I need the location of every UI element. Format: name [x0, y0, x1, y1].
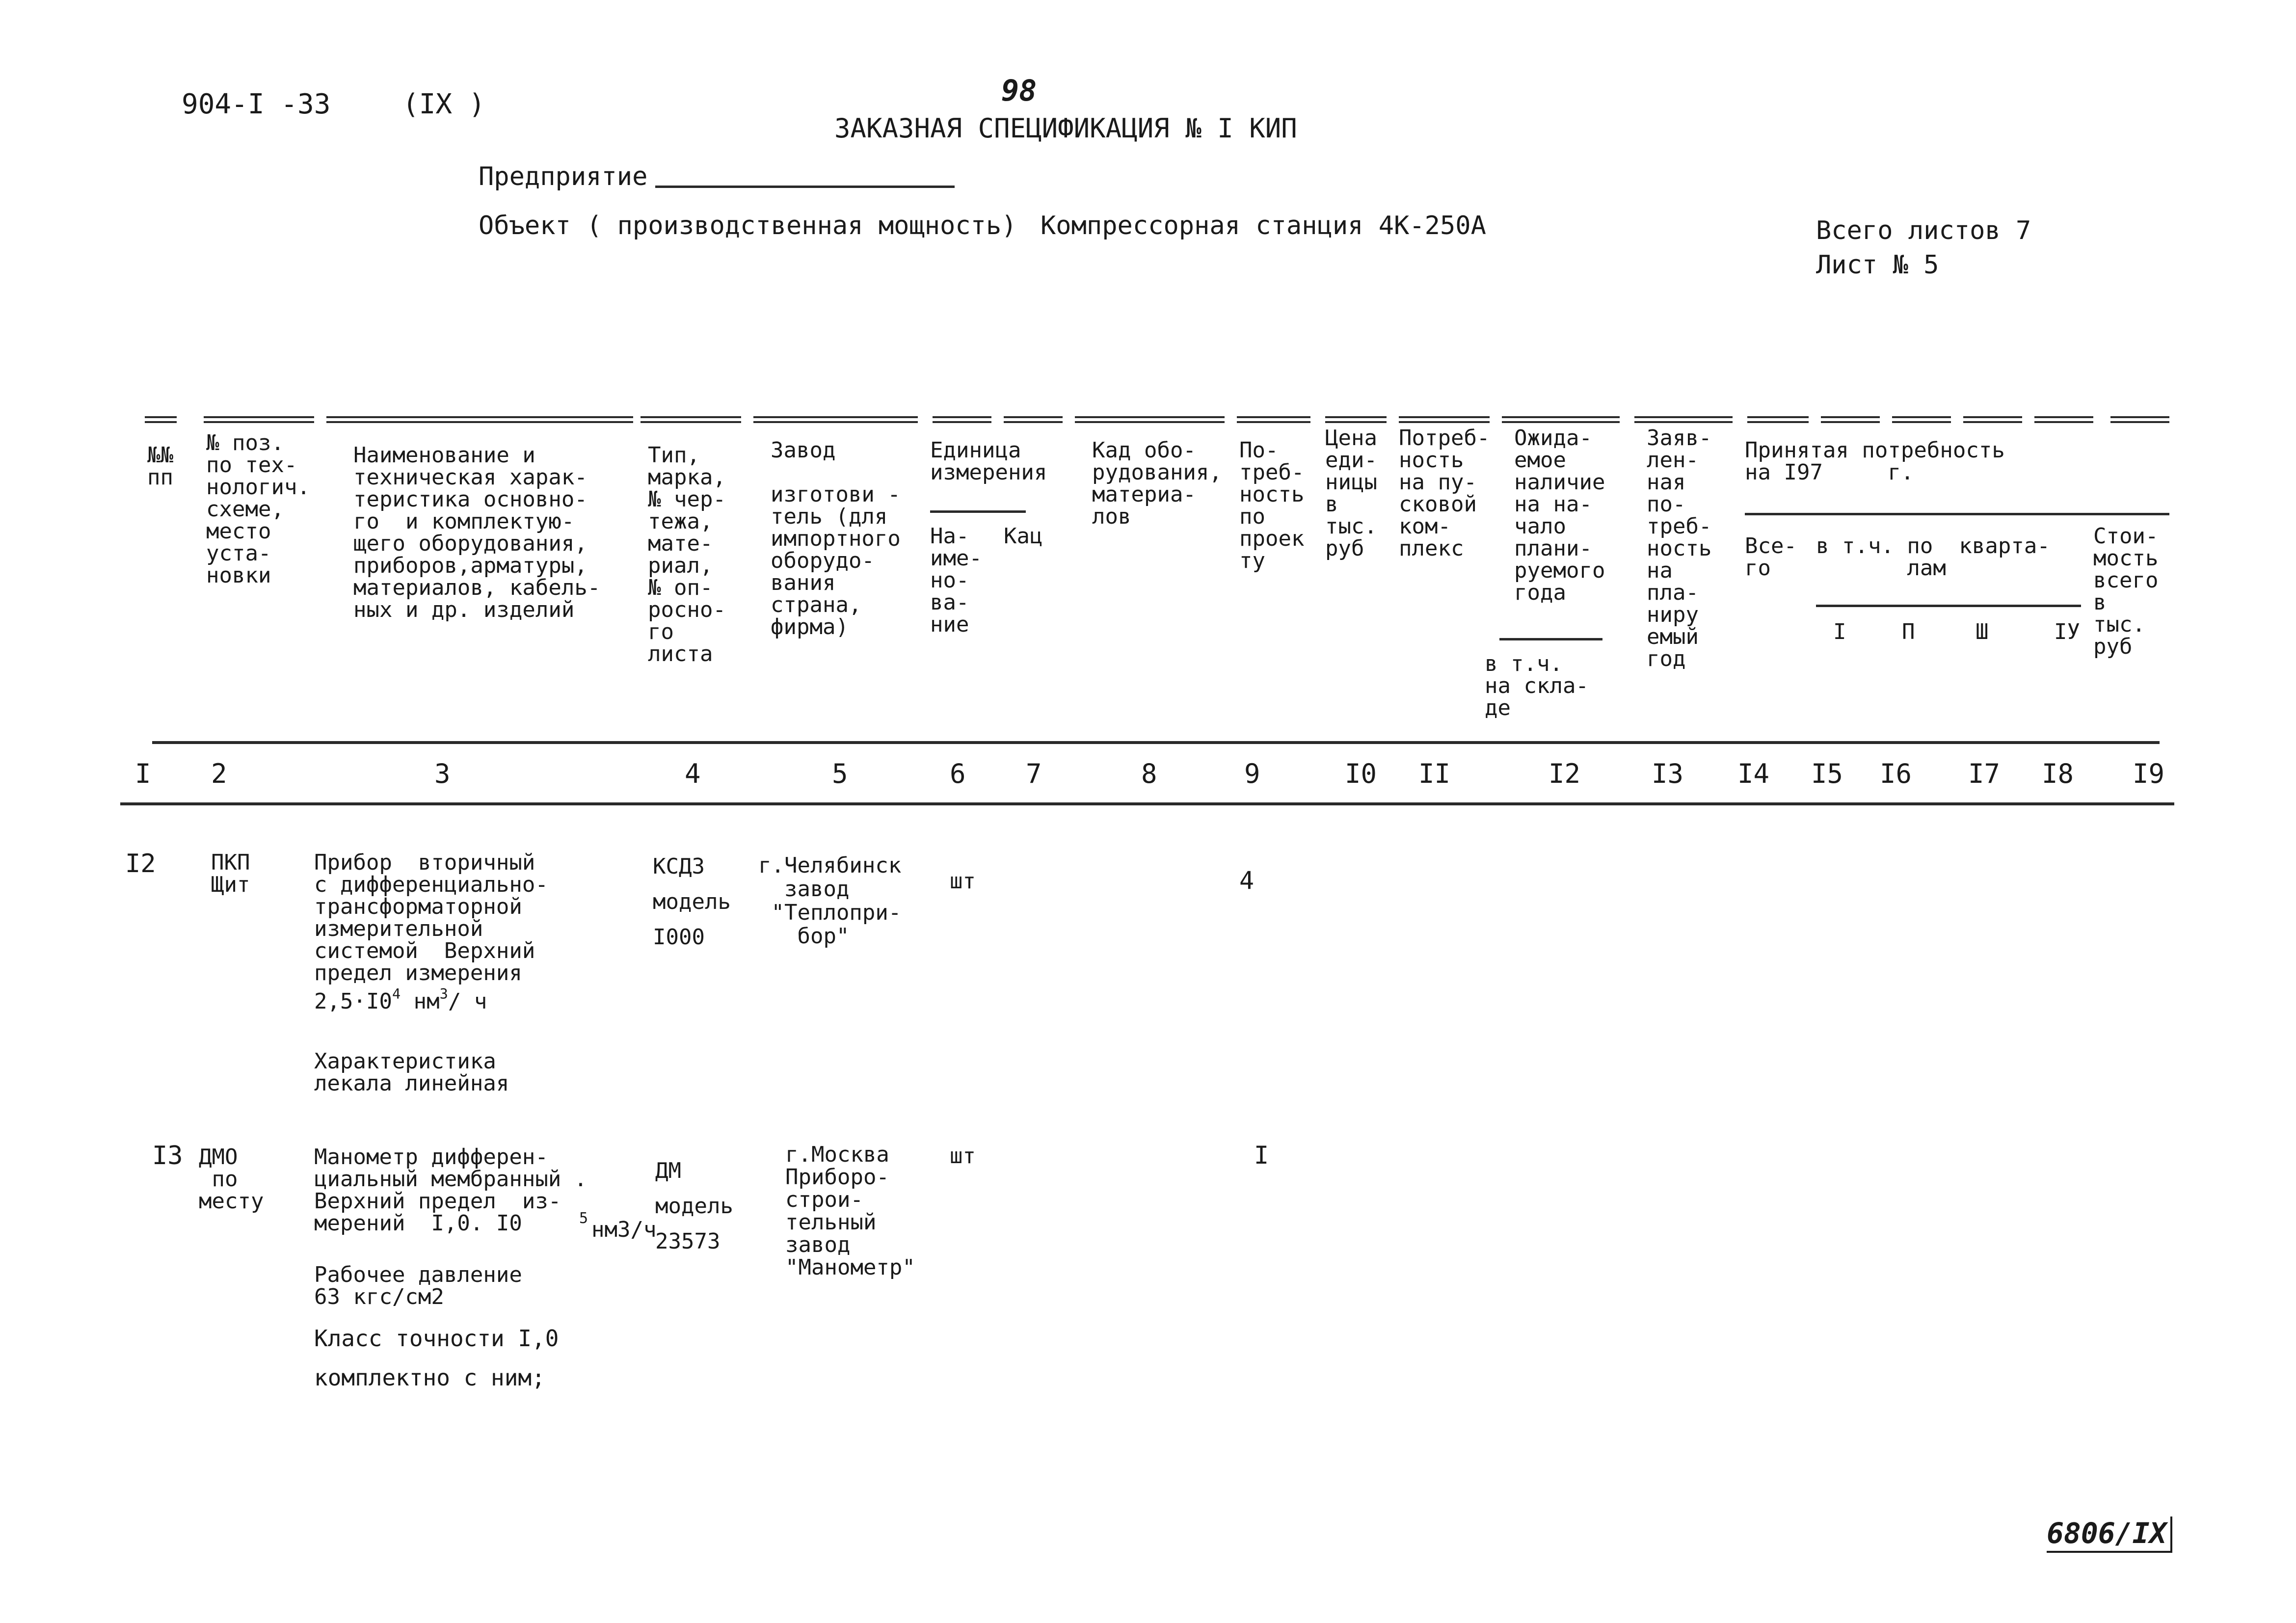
row-position: ПКП Щит [211, 850, 250, 897]
row-type: ДМ модель 23573 [655, 1158, 733, 1254]
table-top-rule [1892, 416, 1951, 423]
archive-stamp: 6806/IX [2047, 1517, 2172, 1553]
header-unit-name: На- име- но- ва- ние [930, 524, 982, 637]
header-total-cost: Стои- мость всего в тыс. руб [2093, 524, 2159, 659]
table-top-rule [145, 416, 177, 423]
header-item-number: №№ пп [147, 443, 173, 490]
header-quarter-2: П [1902, 619, 1915, 644]
header-unit-price: Цена еди- ницы в тыс. руб [1325, 426, 1377, 561]
object-name: Компрессорная станция 4К-250А [1041, 211, 1486, 240]
row-complete-with: комплектно с ним; [314, 1364, 545, 1391]
range-unit: нм [413, 989, 440, 1014]
sheet-number: Лист № 5 [1816, 250, 1939, 280]
header-startup-need: Потреб- ность на пу- сковой ком- плекс [1399, 426, 1490, 561]
column-number: 6 [950, 758, 966, 789]
range-value: 2,5·I0 [314, 989, 392, 1014]
column-number: 7 [1026, 758, 1042, 789]
row-name: Прибор вторичный с дифференциально- трансформаторной измерительной системой Верхний предел измерения [314, 850, 548, 985]
column-number: I8 [2042, 758, 2074, 789]
header-stock-divider [1499, 638, 1602, 640]
table-top-rule [2034, 416, 2093, 423]
column-number: 2 [211, 758, 227, 789]
column-number: 4 [685, 758, 701, 789]
header-manufacturer: Завод изготови - тель (для импортного оборудо- вания страна, фирма) [771, 438, 901, 639]
header-quarters-divider [1816, 605, 2081, 607]
column-number: I9 [2133, 758, 2165, 789]
table-top-rule [326, 416, 633, 423]
row-working-pressure: Рабочее давление 63 кгс/см2 [314, 1262, 522, 1309]
column-number: I [135, 758, 151, 789]
table-top-rule [204, 416, 314, 423]
header-quarter-1: I [1833, 619, 1846, 644]
column-number: I6 [1880, 758, 1912, 789]
header-unit-code: Кац [1004, 524, 1043, 549]
row-name: Манометр дифферен- циальный мембранный . Верхний предел из- мерений I,0. I0 [314, 1144, 587, 1236]
row-manufacturer: г.Москва Приборо- строи- тельный завод "Манометр" [785, 1142, 915, 1280]
row-name-range [314, 985, 487, 1014]
table-top-rule [1237, 416, 1310, 423]
header-bottom-rule [152, 741, 2160, 744]
column-number: I7 [1968, 758, 2001, 789]
header-by-quarters: в т.ч. по кварта- лам [1816, 533, 2050, 581]
table-top-rule [641, 416, 741, 423]
row-unit: шт [950, 1144, 976, 1169]
header-quarter-4: IУ [2054, 619, 2080, 644]
column-number: 5 [832, 758, 848, 789]
column-number: 8 [1141, 758, 1157, 789]
document-part: (IX ) [402, 88, 485, 120]
table-top-rule [753, 416, 918, 423]
header-unit-group: Единица измерения [930, 438, 1047, 485]
header-accepted-need: Принятая потребность на I97 г. [1745, 438, 2005, 485]
row-unit: шт [950, 869, 976, 894]
row-quantity: I [1254, 1141, 1269, 1170]
table-top-rule [1075, 416, 1225, 423]
header-in-warehouse: в т.ч. на скла- де [1485, 651, 1589, 720]
header-accepted-total: Все- го [1745, 533, 1797, 581]
row-type: КСДЗ модель I000 [653, 854, 731, 950]
row-accuracy-class: Класс точности I,0 [314, 1325, 559, 1352]
header-accepted-divider [1745, 513, 2169, 515]
column-number: I0 [1345, 758, 1377, 789]
capacity-label: ( производственная мощность) [587, 211, 1017, 240]
row-name-characteristic: Характеристика лекала линейная [314, 1049, 509, 1096]
table-top-rule [2110, 416, 2169, 423]
header-equipment-code: Кад обо- рудования, материа- лов [1092, 438, 1222, 529]
row-position: ДМО по месту [199, 1144, 264, 1214]
enterprise-blank-line [655, 186, 955, 188]
total-sheets: Всего листов 7 [1816, 216, 2031, 245]
table-top-rule [1634, 416, 1733, 423]
document-title: ЗАКАЗНАЯ СПЕЦИФИКАЦИЯ № I КИП [834, 113, 1297, 144]
table-top-rule [1821, 416, 1880, 423]
enterprise-label: Предприятие [479, 162, 648, 191]
header-declared-need: Заяв- лен- ная по- треб- ность на пла- ниру емый год [1647, 426, 1712, 671]
row-manufacturer: г.Челябинск завод "Теплопри- бор" [758, 853, 902, 949]
table-top-rule [1325, 416, 1387, 423]
row-name-exponent: 5 [579, 1210, 588, 1227]
header-expected-stock: Ожида- емое наличие на на- чало плани- руемого года [1514, 426, 1605, 605]
column-number: I3 [1652, 758, 1684, 789]
table-top-rule [1963, 416, 2022, 423]
row-number: I3 [152, 1141, 183, 1171]
header-unit-divider [930, 510, 1026, 513]
column-number: 3 [434, 758, 451, 789]
table-top-rule [1747, 416, 1809, 423]
table-top-rule [933, 416, 991, 423]
column-number: I5 [1811, 758, 1843, 789]
row-quantity: 4 [1239, 866, 1255, 895]
row-number: I2 [125, 849, 156, 878]
column-numbers-bottom-rule [120, 802, 2174, 805]
document-code: 904-I -33 [182, 88, 331, 120]
range-unit-exponent: 3 [439, 985, 448, 1002]
table-top-rule [1502, 416, 1620, 423]
range-exponent: 4 [392, 985, 401, 1002]
table-top-rule [1399, 416, 1490, 423]
column-number: 9 [1244, 758, 1260, 789]
header-name: Наименование и техническая харак- теристика основно- го и комплектую- щего оборудования, приборов,арматуры, материалов, кабель- ных и др. изделий [353, 443, 601, 622]
column-number: I2 [1548, 758, 1581, 789]
range-unit-tail: / ч [448, 989, 487, 1014]
header-quarter-3: Ш [1976, 619, 1989, 644]
row-name-unit: нм3/ч [591, 1217, 657, 1242]
object-label: Объект [479, 211, 571, 240]
header-project-need: По- треб- ность по проек ту [1239, 438, 1305, 573]
page-number: 98 [1001, 74, 1037, 108]
table-top-rule [1004, 416, 1063, 423]
header-type: Тип, марка, № чер- тежа, мате- риал, № оп- росно- го листа [648, 443, 726, 666]
column-number: I4 [1737, 758, 1770, 789]
header-position: № поз. по тех- нологич. схеме, место уста- новки [206, 430, 310, 588]
column-number: II [1418, 758, 1451, 789]
